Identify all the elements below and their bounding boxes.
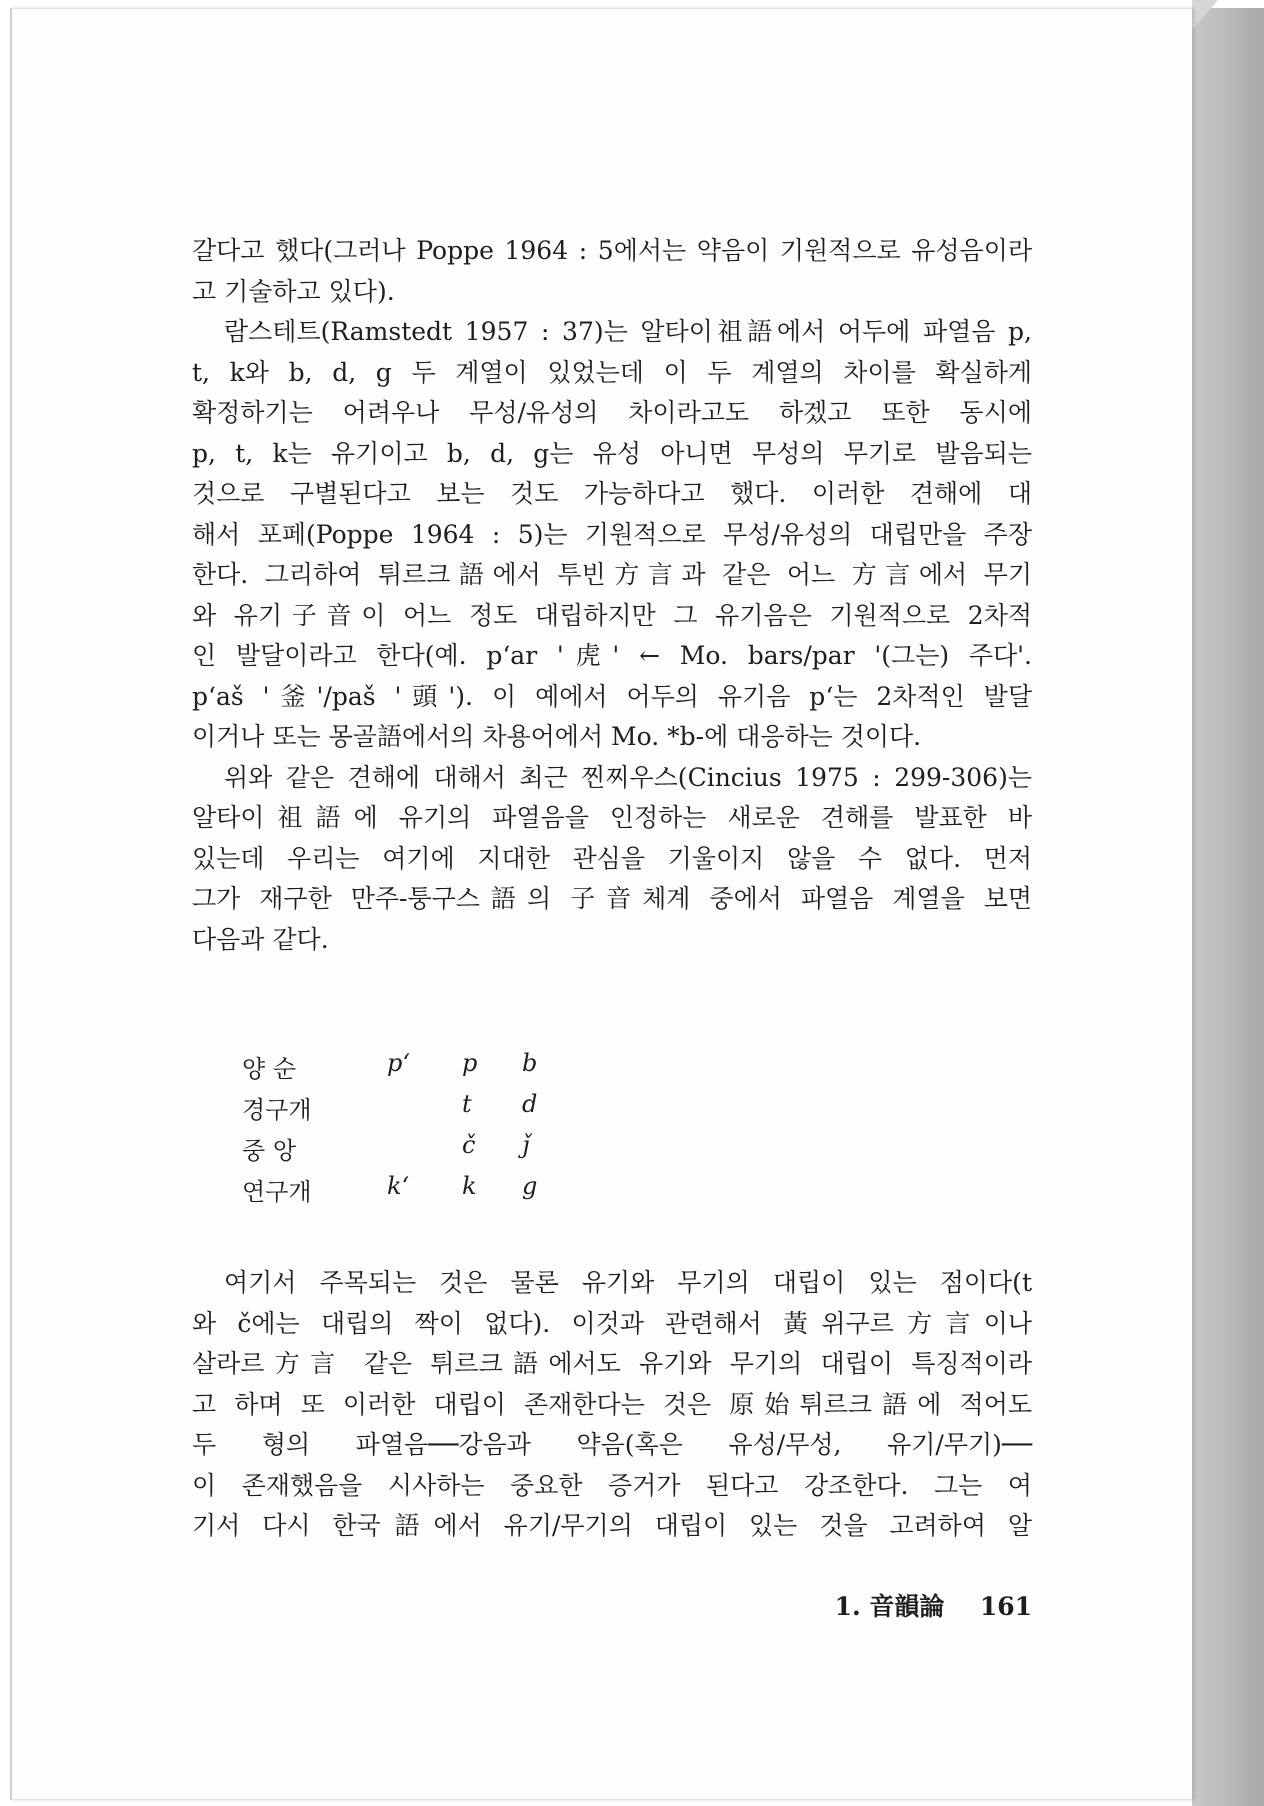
page-number: 161	[979, 1592, 1032, 1621]
section-title: 1. 音韻論	[834, 1592, 945, 1621]
place-label: 중 앙	[242, 1137, 296, 1165]
text-line: 람스테트(Ramstedt 1957 : 37)는 알타이祖語에서 어두에 파열음 p,	[224, 317, 1032, 346]
text-line: 여기서 주목되는 것은 물론 유기와 무기의 대립이 있는 점이다(t	[224, 1268, 1032, 1297]
text-line: 와 유기子音이 어느 정도 대립하지만 그 유기음은 기원적으로 2차적	[192, 600, 1032, 630]
text-line: 한다. 그리하여 튀르크語에서 투빈方言과 같은 어느 方言에서 무기	[192, 560, 1032, 589]
page-edge-shadow	[1192, 8, 1264, 1806]
place-label: 경구개	[242, 1096, 312, 1124]
body-text-top	[192, 231, 1032, 960]
page-edge-corner	[1192, 0, 1218, 30]
text-line: 확정하기는 어려우나 무성/유성의 차이라고도 하겠고 또한 동시에	[192, 398, 1032, 427]
voiced-cell: d	[522, 1090, 538, 1118]
text-line: p, t, k는 유기이고 b, d, g는 유성 아니면 무성의 무기로 발음되는	[192, 438, 1032, 468]
text-line: 갈다고 했다(그러나 Poppe 1964 : 5에서는 약음이 기원적으로 유성음이라	[192, 236, 1032, 265]
table-row	[242, 1049, 622, 1090]
page-footer	[832, 1587, 1032, 1623]
body-text-bottom	[192, 1263, 1032, 1547]
text-line: 살라르方言 같은 튀르크語에서도 유기와 무기의 대립이 특징적이라	[192, 1349, 1032, 1378]
text-line: 것으로 구별된다고 보는 것도 가능하다고 했다. 이러한 견해에 대	[192, 479, 1032, 508]
text-line: 그가 재구한 만주-퉁구스語의 子音체계 중에서 파열음 계열을 보면	[192, 884, 1032, 913]
place-label: 양 순	[242, 1055, 296, 1083]
text-line: 이거나 또는 몽골語에서의 차용어에서 Mo. *b-에 대응하는 것이다.	[192, 722, 922, 751]
text-line: 알타이祖語에 유기의 파열음을 인정하는 새로운 견해를 발표한 바	[192, 803, 1032, 832]
place-label: 연구개	[242, 1178, 312, 1206]
text-line: 이 존재했음을 시사하는 중요한 증거가 된다고 강조한다. 그는 여	[192, 1470, 1032, 1500]
voiceless-cell: č	[462, 1131, 476, 1159]
text-line: 다음과 같다.	[192, 924, 329, 954]
aspirated-cell: pʻ	[387, 1049, 410, 1077]
table-row	[242, 1172, 622, 1213]
voiceless-cell: p	[462, 1049, 478, 1077]
book-page	[10, 8, 1192, 1800]
text-line: 고 하며 또 이러한 대립이 존재한다는 것은 原始튀르크語에 적어도	[192, 1389, 1032, 1419]
table-row	[242, 1090, 622, 1131]
aspirated-cell: kʻ	[387, 1172, 410, 1200]
consonant-table	[242, 1049, 622, 1213]
voiceless-cell: t	[462, 1090, 472, 1118]
text-line: pʻaš '釜'/paš '頭'). 이 예에서 어두의 유기음 pʻ는 2차적인 발달	[192, 681, 1032, 711]
voiceless-cell: k	[462, 1172, 477, 1200]
voiced-cell: ǰ	[522, 1131, 530, 1159]
text-line: 기서 다시 한국語에서 유기/무기의 대립이 있는 것을 고려하여 알	[192, 1511, 1032, 1540]
text-line: 위와 같은 견해에 대해서 최근 찐찌우스(Cincius 1975 : 299-306)는	[224, 762, 1032, 792]
text-line: t, k와 b, d, g 두 계열이 있었는데 이 두 계열의 차이를 확실하게	[192, 357, 1032, 387]
text-line: 있는데 우리는 여기에 지대한 관심을 기울이지 않을 수 없다. 먼저	[192, 843, 1032, 873]
voiced-cell: b	[522, 1049, 538, 1077]
text-line: 두 형의 파열음──강음과 약음(혹은 유성/무성, 유기/무기)──	[192, 1430, 1032, 1459]
text-line: 해서 포페(Poppe 1964 : 5)는 기원적으로 무성/유성의 대립만을 주장	[192, 519, 1032, 549]
text-line: 와 č에는 대립의 짝이 없다). 이것과 관련해서 黃위구르方言이나	[192, 1308, 1032, 1338]
text-line: 인 발달이라고 한다(예. pʻar '虎' ← Mo. bars/par '(그는) 주다'.	[192, 641, 1032, 670]
text-line: 고 기술하고 있다).	[192, 276, 395, 306]
voiced-cell: g	[522, 1172, 538, 1200]
table-row	[242, 1131, 622, 1172]
